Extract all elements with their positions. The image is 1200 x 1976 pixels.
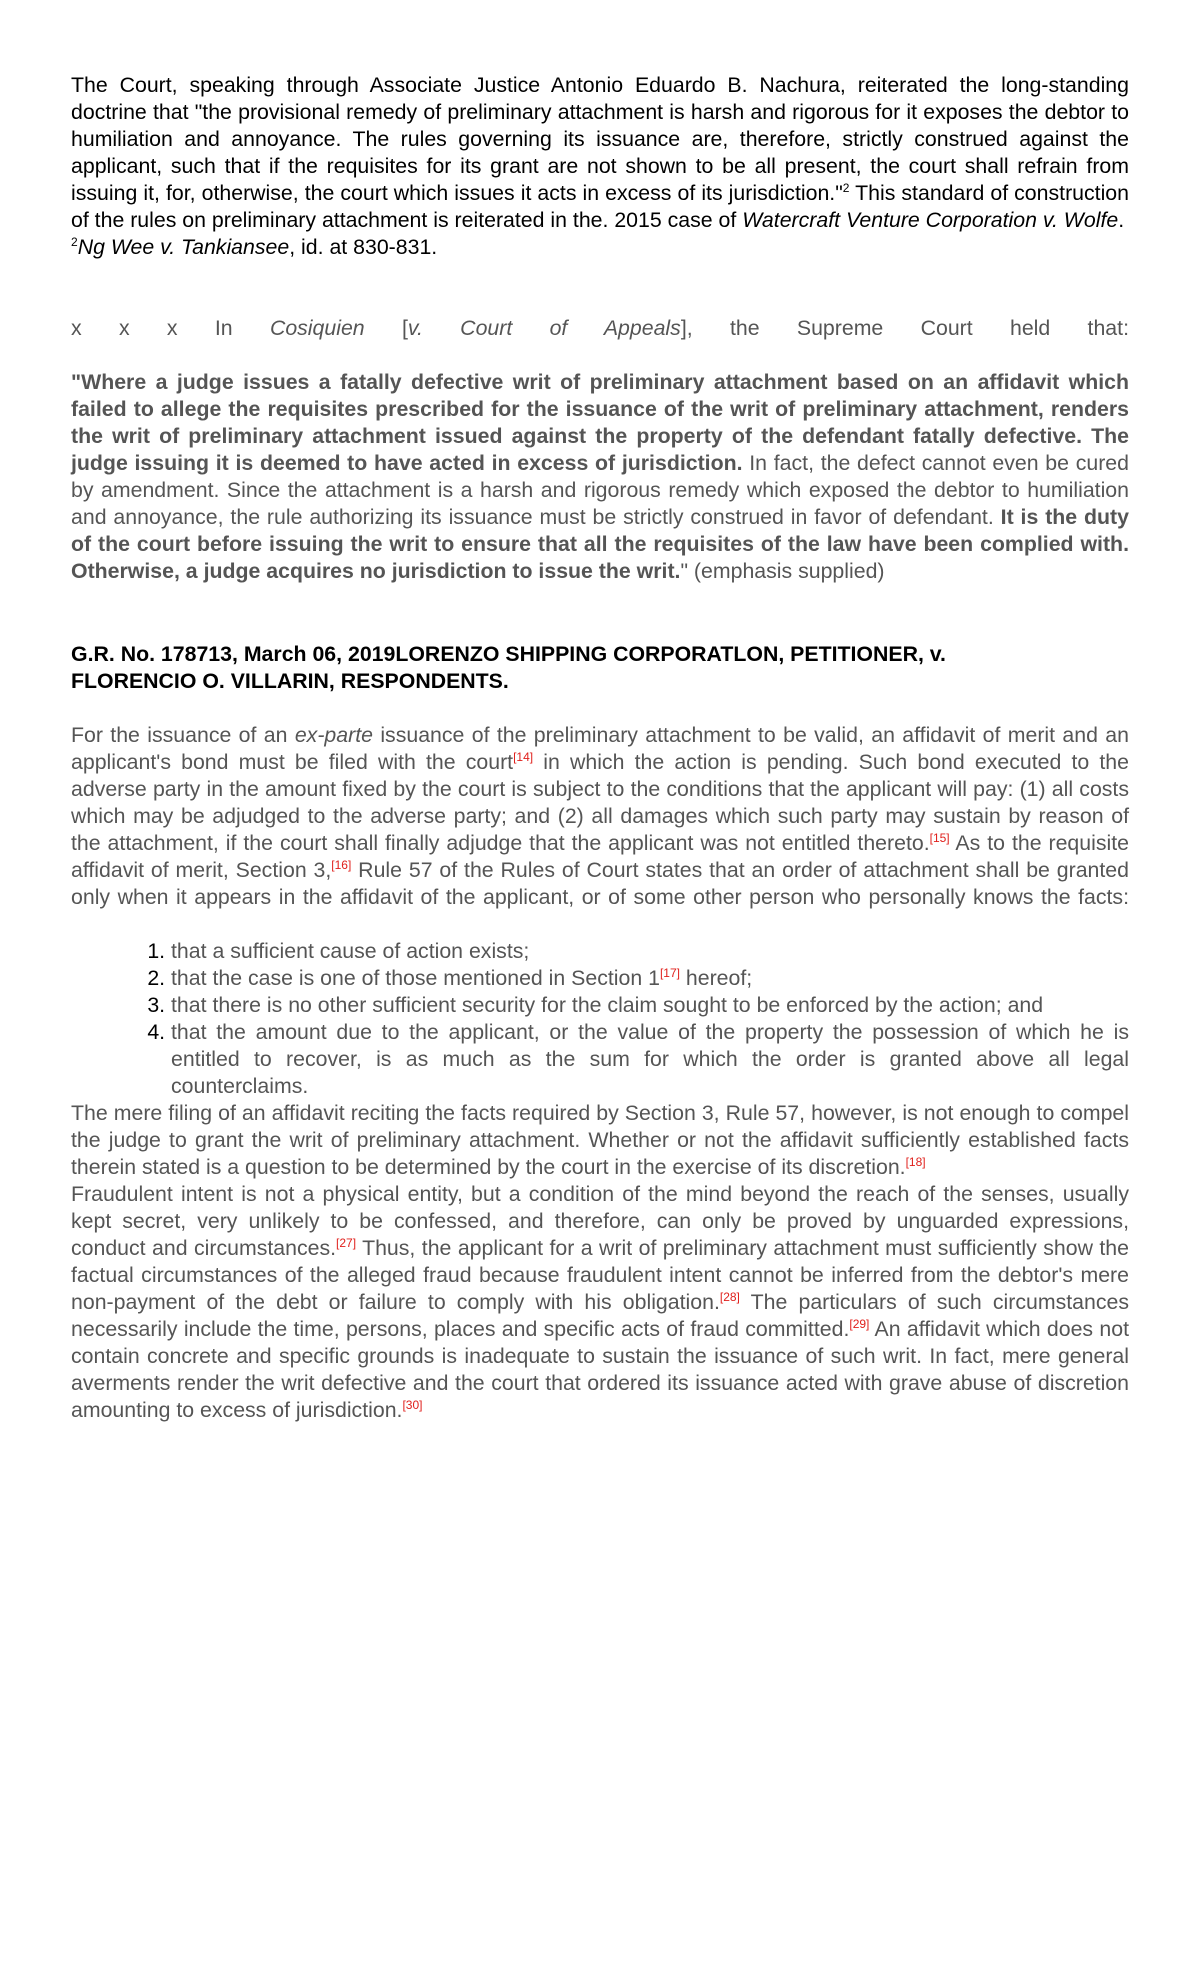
document-page xyxy=(71,72,1129,1424)
list-item: 1. that a sufficient cause of action exists; xyxy=(171,938,1129,965)
intro-paragraph: The Court, speaking through Associate Justice Antonio Eduardo B. Nachura, reiterated the long-standing doctrine that "the provisional remedy of preliminary attachment is harsh and rigorous for it exposes the debtor to humiliation and annoyance. The rules governing its issuance are, therefore, strictly construed against the applicant, such that if the requisites for its grant are not shown to be all present, the court shall refrain from issuing it, for, otherwise, the court which issues it acts in excess of its jurisdiction."$^2$ This standard of construction of the rules on preliminary attachment is reiterated in the. 2015 case of Watercraft Venture Corporation v. Wolfe. xyxy=(71,73,1129,232)
list-item: 3. that there is no other sufficient security for the claim sought to be enforced by the action; and xyxy=(171,992,1129,1019)
footnote-link-14[interactable]: [14] xyxy=(513,750,534,764)
requisites-list xyxy=(71,938,1129,1100)
intro-text: The Court, speaking through Associate Justice Antonio Eduardo B. Nachura, reiterated the long-standing doctrine that "the provisional remedy of preliminary attachment is harsh and rigorous for it exposes the debtor to humiliation and annoyance. The rules governing its issuance are, therefore, strictly construed against the applicant, such that if the requisites for its grant are not shown to be all present, the court shall refrain from issuing it, for, otherwise, the court which issues it acts in excess of its jurisdiction." xyxy=(71,73,1129,205)
body-paragraph-3: Fraudulent intent is not a physical entity, but a condition of the mind beyond the reach of the senses, usually kept secret, very unlikely to be confessed, and therefore, can only be proved by unguarded expressions, conduct and circumstances.[27] Thus, the applicant for a writ of preliminary attachment must sufficiently show the factual circumstances of the alleged fraud because fraudulent intent cannot be inferred from the debtor's mere non-payment of the debt or failure to comply with his obligation.[28] The particulars of such circumstances necessarily include the time, persons, places and specific acts of fraud committed.[29] An affidavit which does not contain concrete and specific grounds is inadequate to sustain the issuance of such writ. In fact, mere general averments render the writ defective and the court that ordered its issuance acted with grave abuse of discretion amounting to excess of jurisdiction.[30] xyxy=(71,1182,1129,1422)
quote-emphasis-1: "Where a judge issues a fatally defective writ of preliminary attachment based on an affidavit which failed to allege the requisites prescribed for the issuance of the writ of preliminary attachment, renders the writ of preliminary attachment issued against the property of the defendant fatally defective. The judge issuing it is deemed to have acted in excess of jurisdiction. xyxy=(71,370,1129,475)
case-name-cosiquien: Cosiquien xyxy=(269,316,365,340)
footnote-link-30[interactable]: [30] xyxy=(402,1398,423,1412)
footnote-link-28[interactable]: [28] xyxy=(719,1290,740,1304)
footnote-link-16[interactable]: [16] xyxy=(331,858,352,872)
footnote-citation: , id. at 830-831. xyxy=(289,235,438,259)
case-name-watercraft: Watercraft Venture Corporation v. Wolfe xyxy=(742,208,1119,232)
case-heading-line-2: FLORENCIO O. VILLARIN, RESPONDENTS. xyxy=(71,669,509,693)
case-heading-line-1: G.R. No. 178713, March 06, 2019LORENZO SHIPPING CORPORATLON, PETITIONER, v. xyxy=(71,642,946,666)
body-paragraph-1: For the issuance of an ex-parte issuance of the preliminary attachment to be valid, an affidavit of merit and an applicant's bond must be filed with the court[14] in which the action is pending. Such bond executed to the adverse party in the amount fixed by the court is subject to the conditions that the applicant will pay: (1) all costs which may be adjudged to the adverse party; and (2) all damages which such party may sustain by reason of the attachment, if the court shall finally adjudge that the applicant was not entitled thereto.[15] As to the requisite affidavit of merit, Section 3,[16] Rule 57 of the Rules of Court states that an order of attachment shall be granted only when it appears in the affidavit of the applicant, or of some other person who personally knows the facts: xyxy=(71,723,1129,909)
footnote-link-17[interactable]: [17] xyxy=(659,966,680,980)
footnote-case-name: Ng Wee v. Tankiansee xyxy=(77,235,290,259)
footnote-number: 2 xyxy=(71,235,78,249)
case-heading xyxy=(71,641,1129,695)
footnote-link-18[interactable]: [18] xyxy=(905,1155,926,1169)
intro-text-2: This standard of construction of the rules on preliminary attachment is reiterated in the. 2015 case of xyxy=(71,181,1129,232)
footnote-link-29[interactable]: [29] xyxy=(849,1317,870,1331)
case-name-court-of-appeals: v. Court of Appeals xyxy=(407,316,681,340)
footnote-2 xyxy=(71,234,1129,261)
list-item: 4. that the amount due to the applicant, or the value of the property the possession of which he is entitled to recover, is as much as the sum for which the order is granted above all legal counterclaims. xyxy=(171,1019,1129,1100)
cosiquien-quote: "Where a judge issues a fatally defective writ of preliminary attachment based on an affidavit which failed to allege the requisites prescribed for the issuance of the writ of preliminary attachment, renders the writ of preliminary attachment issued against the property of the defendant fatally defective. The judge issuing it is deemed to have acted in excess of jurisdiction. In fact, the defect cannot even be cured by amendment. Since the attachment is a harsh and rigorous remedy which exposed the debtor to humiliation and annoyance, the rule authorizing its issuance must be strictly construed in favor of defendant. It is the duty of the court before issuing the writ to ensure that all the requisites of the law have been complied with. Otherwise, a judge acquires no jurisdiction to issue the writ." (emphasis supplied) xyxy=(71,370,1129,583)
list-item: 2. that the case is one of those mentioned in Section 1[17] hereof; xyxy=(171,965,1129,992)
body-paragraph-2: The mere filing of an affidavit reciting the facts required by Section 3, Rule 57, however, is not enough to compel the judge to grant the writ of preliminary attachment. Whether or not the affidavit sufficiently established facts therein stated is a question to be determined by the court in the exercise of its discretion.[18] xyxy=(71,1101,1129,1179)
footnote-link-27[interactable]: [27] xyxy=(336,1236,357,1250)
quote-emphasis-2: It is the duty of the court before issuing the writ to ensure that all the requisites of the law have been complied with. Otherwise, a judge acquires no jurisdiction to issue the writ. xyxy=(71,505,1129,583)
cosiquien-intro: x x x In Cosiquien [v. Court of Appeals], the Supreme Court held that: xyxy=(71,316,1129,340)
footnote-link-15[interactable]: [15] xyxy=(929,831,950,845)
footnote-ref-2[interactable]: 2 xyxy=(842,181,850,195)
